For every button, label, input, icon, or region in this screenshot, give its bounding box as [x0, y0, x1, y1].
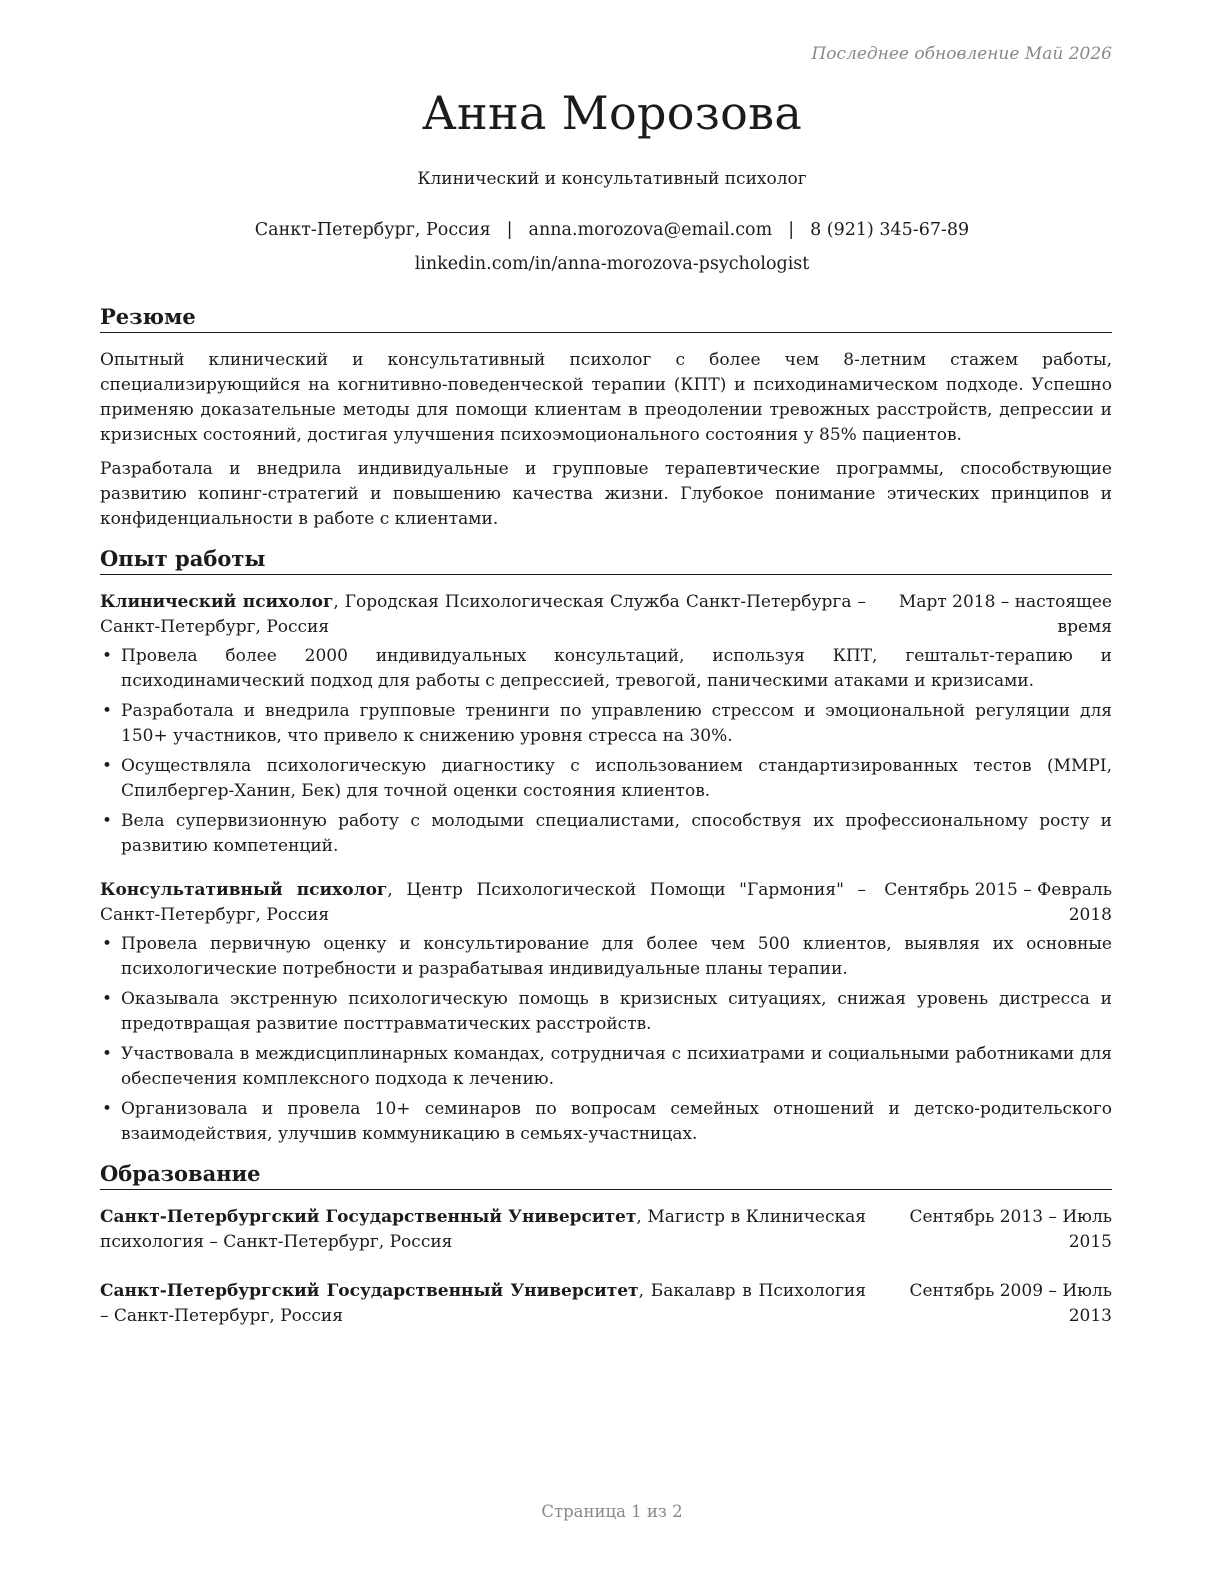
education-dates: Сентябрь 2013 – Июль 2015	[909, 1207, 1112, 1252]
list-item: • Осуществляла психологическую диагностику с использованием стандартизированных тестов (MMPI, Спилбергер-Ханин, Бек) для точной оценки состояния клиентов.	[100, 754, 1112, 804]
education-school: Санкт-Петербургский Государственный Университет	[100, 1281, 639, 1301]
contact-location: Санкт-Петербург, Россия	[254, 220, 491, 240]
section-heading-education: Образование	[100, 1161, 1112, 1190]
job-entry	[100, 878, 1112, 1147]
contact-separator: |	[788, 220, 795, 240]
section-heading-summary: Резюме	[100, 304, 1112, 333]
job-role: Клинический психолог	[100, 592, 334, 612]
education-header	[100, 1205, 872, 1255]
list-item: • Вела супервизионную работу с молодыми специалистами, способствуя их профессиональному росту и развитию компетенций.	[100, 809, 1112, 859]
contact-phone: 8 (921) 345-67-89	[810, 220, 970, 240]
list-item: • Провела первичную оценку и консультирование для более чем 500 клиентов, выявляя их основные психологические потребности и разрабатывая индивидуальные планы терапии.	[100, 932, 1112, 982]
job-dates: Сентябрь 2015 – Февраль 2018	[884, 880, 1112, 925]
education-dates: Сентябрь 2009 – Июль 2013	[909, 1281, 1112, 1326]
contact-separator: |	[506, 220, 513, 240]
job-organization: , Городская Психологическая Служба Санкт-Петербурга – Санкт-Петербург, Россия	[100, 592, 866, 637]
education-entry	[100, 1279, 1112, 1329]
page-number: Страница 1 из 2	[541, 1502, 683, 1521]
job-header	[100, 878, 872, 928]
list-item: • Оказывала экстренную психологическую помощь в кризисных ситуациях, снижая уровень дистресса и предотвращая развитие посттравматических расстройств.	[100, 987, 1112, 1037]
job-role: Консультативный психолог	[100, 880, 388, 900]
section-heading-experience: Опыт работы	[100, 546, 1112, 575]
candidate-title: Клинический и консультативный психолог	[417, 169, 807, 189]
last-updated-note: Последнее обновление Май 2026	[811, 44, 1112, 64]
education-degree: , Магистр в Клиническая психология – Санкт-Петербург, Россия	[100, 1207, 867, 1252]
education-degree: , Бакалавр в Психология – Санкт-Петербург, Россия	[100, 1281, 866, 1326]
list-item: • Разработала и внедрила групповые тренинги по управлению стрессом и эмоциональной регуляции для 150+ участников, что привело к снижению уровня стресса на 30%.	[100, 699, 1112, 749]
education-header	[100, 1279, 872, 1329]
resume-body	[100, 304, 1112, 1329]
list-item: • Организовала и провела 10+ семинаров по вопросам семейных отношений и детско-родительского взаимодействия, улучшив коммуникацию в семьях-участницах.	[100, 1097, 1112, 1147]
job-achievements	[100, 644, 1112, 859]
job-header	[100, 590, 872, 640]
job-achievements	[100, 932, 1112, 1147]
education-school: Санкт-Петербургский Государственный Университет	[100, 1207, 637, 1227]
summary-section	[100, 348, 1112, 532]
job-dates: Март 2018 – настоящее время	[898, 592, 1112, 637]
list-item: • Участвовала в междисциплинарных командах, сотрудничая с психиатрами и социальными работниками для обеспечения комплексного подхода к лечению.	[100, 1042, 1112, 1092]
summary-paragraph: Опытный клинический и консультативный психолог с более чем 8-летним стажем работы, специализирующийся на когнитивно-поведенческой терапии (КПТ) и психодинамическом подходе. Успешно применяю доказательные методы для помощи клиентам в преодолении тревожных расстройств, депрессии и кризисных состояний, достигая улучшения психоэмоционального состояния у 85% пациентов.	[100, 350, 1112, 445]
contact-linkedin[interactable]: linkedin.com/in/anna-morozova-psychologist	[414, 254, 810, 274]
contact-line	[0, 220, 1224, 240]
education-entry	[100, 1205, 1112, 1255]
job-entry	[100, 590, 1112, 859]
contact-email[interactable]: anna.morozova@email.com	[528, 220, 773, 240]
candidate-name: Анна Морозова	[421, 86, 803, 140]
list-item: • Провела более 2000 индивидуальных консультаций, используя КПТ, гештальт-терапию и психодинамический подход для работы с депрессией, тревогой, паническими атаками и кризисами.	[100, 644, 1112, 694]
summary-paragraph: Разработала и внедрила индивидуальные и групповые терапевтические программы, способствующие развитию копинг-стратегий и повышению качества жизни. Глубокое понимание этических принципов и конфиденциальности в работе с клиентами.	[100, 459, 1112, 529]
job-organization: , Центр Психологической Помощи "Гармония" – Санкт-Петербург, Россия	[100, 880, 867, 925]
